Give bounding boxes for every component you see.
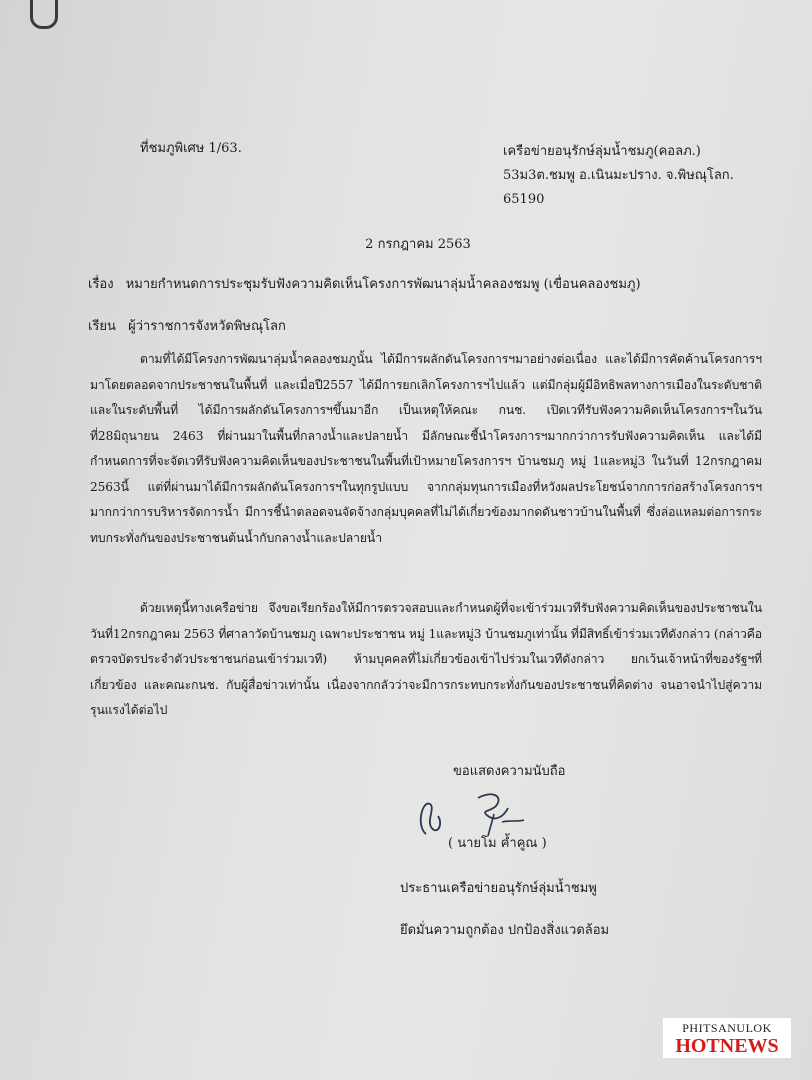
- signer-title: ประธานเครือข่ายอนุรักษ์ลุ่มน้ำชมพู: [400, 881, 597, 896]
- subject-label: เรื่อง: [88, 277, 114, 292]
- recipient-label: เรียน: [88, 319, 116, 334]
- signer-name: ( นายโม ค้ำคูณ ): [448, 836, 547, 851]
- paper-clip-icon: [30, 0, 58, 29]
- sender-postcode: 65190: [503, 192, 545, 207]
- sender-street: 53ม3ต.ชมพู อ.เนินมะปราง. จ.พิษณุโลก.: [503, 168, 734, 183]
- closing-salutation: ขอแสดงความนับถือ: [453, 764, 566, 779]
- logo-top-text: PHITSANULOK: [682, 1021, 772, 1035]
- reference-number: ที่ชมภูพิเศษ 1/63.: [140, 141, 242, 156]
- recipient-line: [88, 315, 286, 336]
- hotnews-watermark-logo: [663, 1018, 791, 1058]
- letter-date: 2 กรกฎาคม 2563: [365, 237, 471, 252]
- body-paragraph-2: ด้วยเหตุนี้ทางเครือข่าย จึงขอเรียกร้องให้มีการตรวจสอบและกำหนดผู้ที่จะเข้าร่วมเวทีรับฟังความคิดเห็นของประชาชนในวันที่12กรกฎาคม 2563 ที่ศาลาวัดบ้านชมภู เฉพาะประชาชน หมู่ 1และหมู่3 บ้านชมภูเท่านั้น ที่มีสิทธิ์เข้าร่วมเวทีดังกล่าว (กล่าวคือตรวจบัตรประจำตัวประชาชนก่อนเข้าร่วมเวที) ห้ามบุคคลที่ไม่เกี่ยวข้องเข้าไปร่วมในเวทีดังกล่าว ยกเว้นเจ้าหน้าที่ของรัฐฯที่เกี่ยวข้อง และคณะกนช. กับผู้สื่อข่าวเท่านั้น เนื่องจากกลัวว่าจะมีการกระทบกระทั่งกันของประชาชนที่คิดต่าง จนอาจนำไปสู่ความรุนแรงได้ต่อไป: [90, 601, 762, 717]
- subject-text: หมายกำหนดการประชุมรับฟังความคิดเห็นโครงการพัฒนาลุ่มน้ำคลองชมพู (เขื่อนคลองชมภู): [125, 277, 641, 292]
- recipient-text: ผู้ว่าราชการจังหวัดพิษณุโลก: [128, 319, 286, 334]
- body-paragraph-1: ตามที่ได้มีโครงการพัฒนาลุ่มน้ำคลองชมภูนั้น ได้มีการผลักดันโครงการฯมาอย่างต่อเนื่อง และได้มีการคัดค้านโครงการฯมาโดยตลอดจากประชาชนในพื้นที่ และเมื่อปี2557 ได้มีการยกเลิกโครงการฯไปแล้ว แต่มีกลุ่มผู้มีอิทธิพลทางการเมืองในระดับชาติและในระดับพื้นที่ ได้มีการผลักดันโครงการฯขึ้นมาอีก เป็นเหตุให้คณะ กนช. เปิดเวทีรับฟังความคิดเห็นโครงการฯในวันที่28มิถุนายน 2463 ที่ผ่านมาในพื้นที่กลางน้ำและปลายน้ำ มีลักษณะชี้นำโครงการฯมากกว่าการรับฟังความคิดเห็น และได้มีกำหนดการที่จะจัดเวทีรับฟังความคิดเห็นของประชาชนในพื้นที่เป้าหมายโครงการฯ บ้านชมภู หมู่ 1และหมู่3 ในวันที่ 12กรกฎาคม 2563นี้ แต่ที่ผ่านมาได้มีการผลักดันโครงการฯในทุกรูปแบบ จากกลุ่มทุนการเมืองที่หวังผลประโยชน์จากการก่อสร้างโครงการฯมากกว่าการบริหารจัดการน้ำ มีการชี้นำตลอดจนจัดจ้างกลุ่มบุคคลที่ไม่ได้เกี่ยวข้องมากดดันชาวบ้านในพื้นที่ ซึ่งล่อแหลมต่อการกระทบกระทั่งกันของประชาชนต้นน้ำกับกลางน้ำและปลายน้ำ: [90, 352, 762, 545]
- subject-line: [88, 273, 641, 294]
- sender-name: เครือข่ายอนุรักษ์ลุ่มน้ำชมภู(คอลภ.): [503, 144, 701, 159]
- logo-bottom-text: HOTNEWS: [675, 1035, 779, 1057]
- network-motto: ยึดมั่นความถูกต้อง ปกป้องสิ่งแวดล้อม: [400, 923, 610, 938]
- sender-address: [503, 140, 734, 212]
